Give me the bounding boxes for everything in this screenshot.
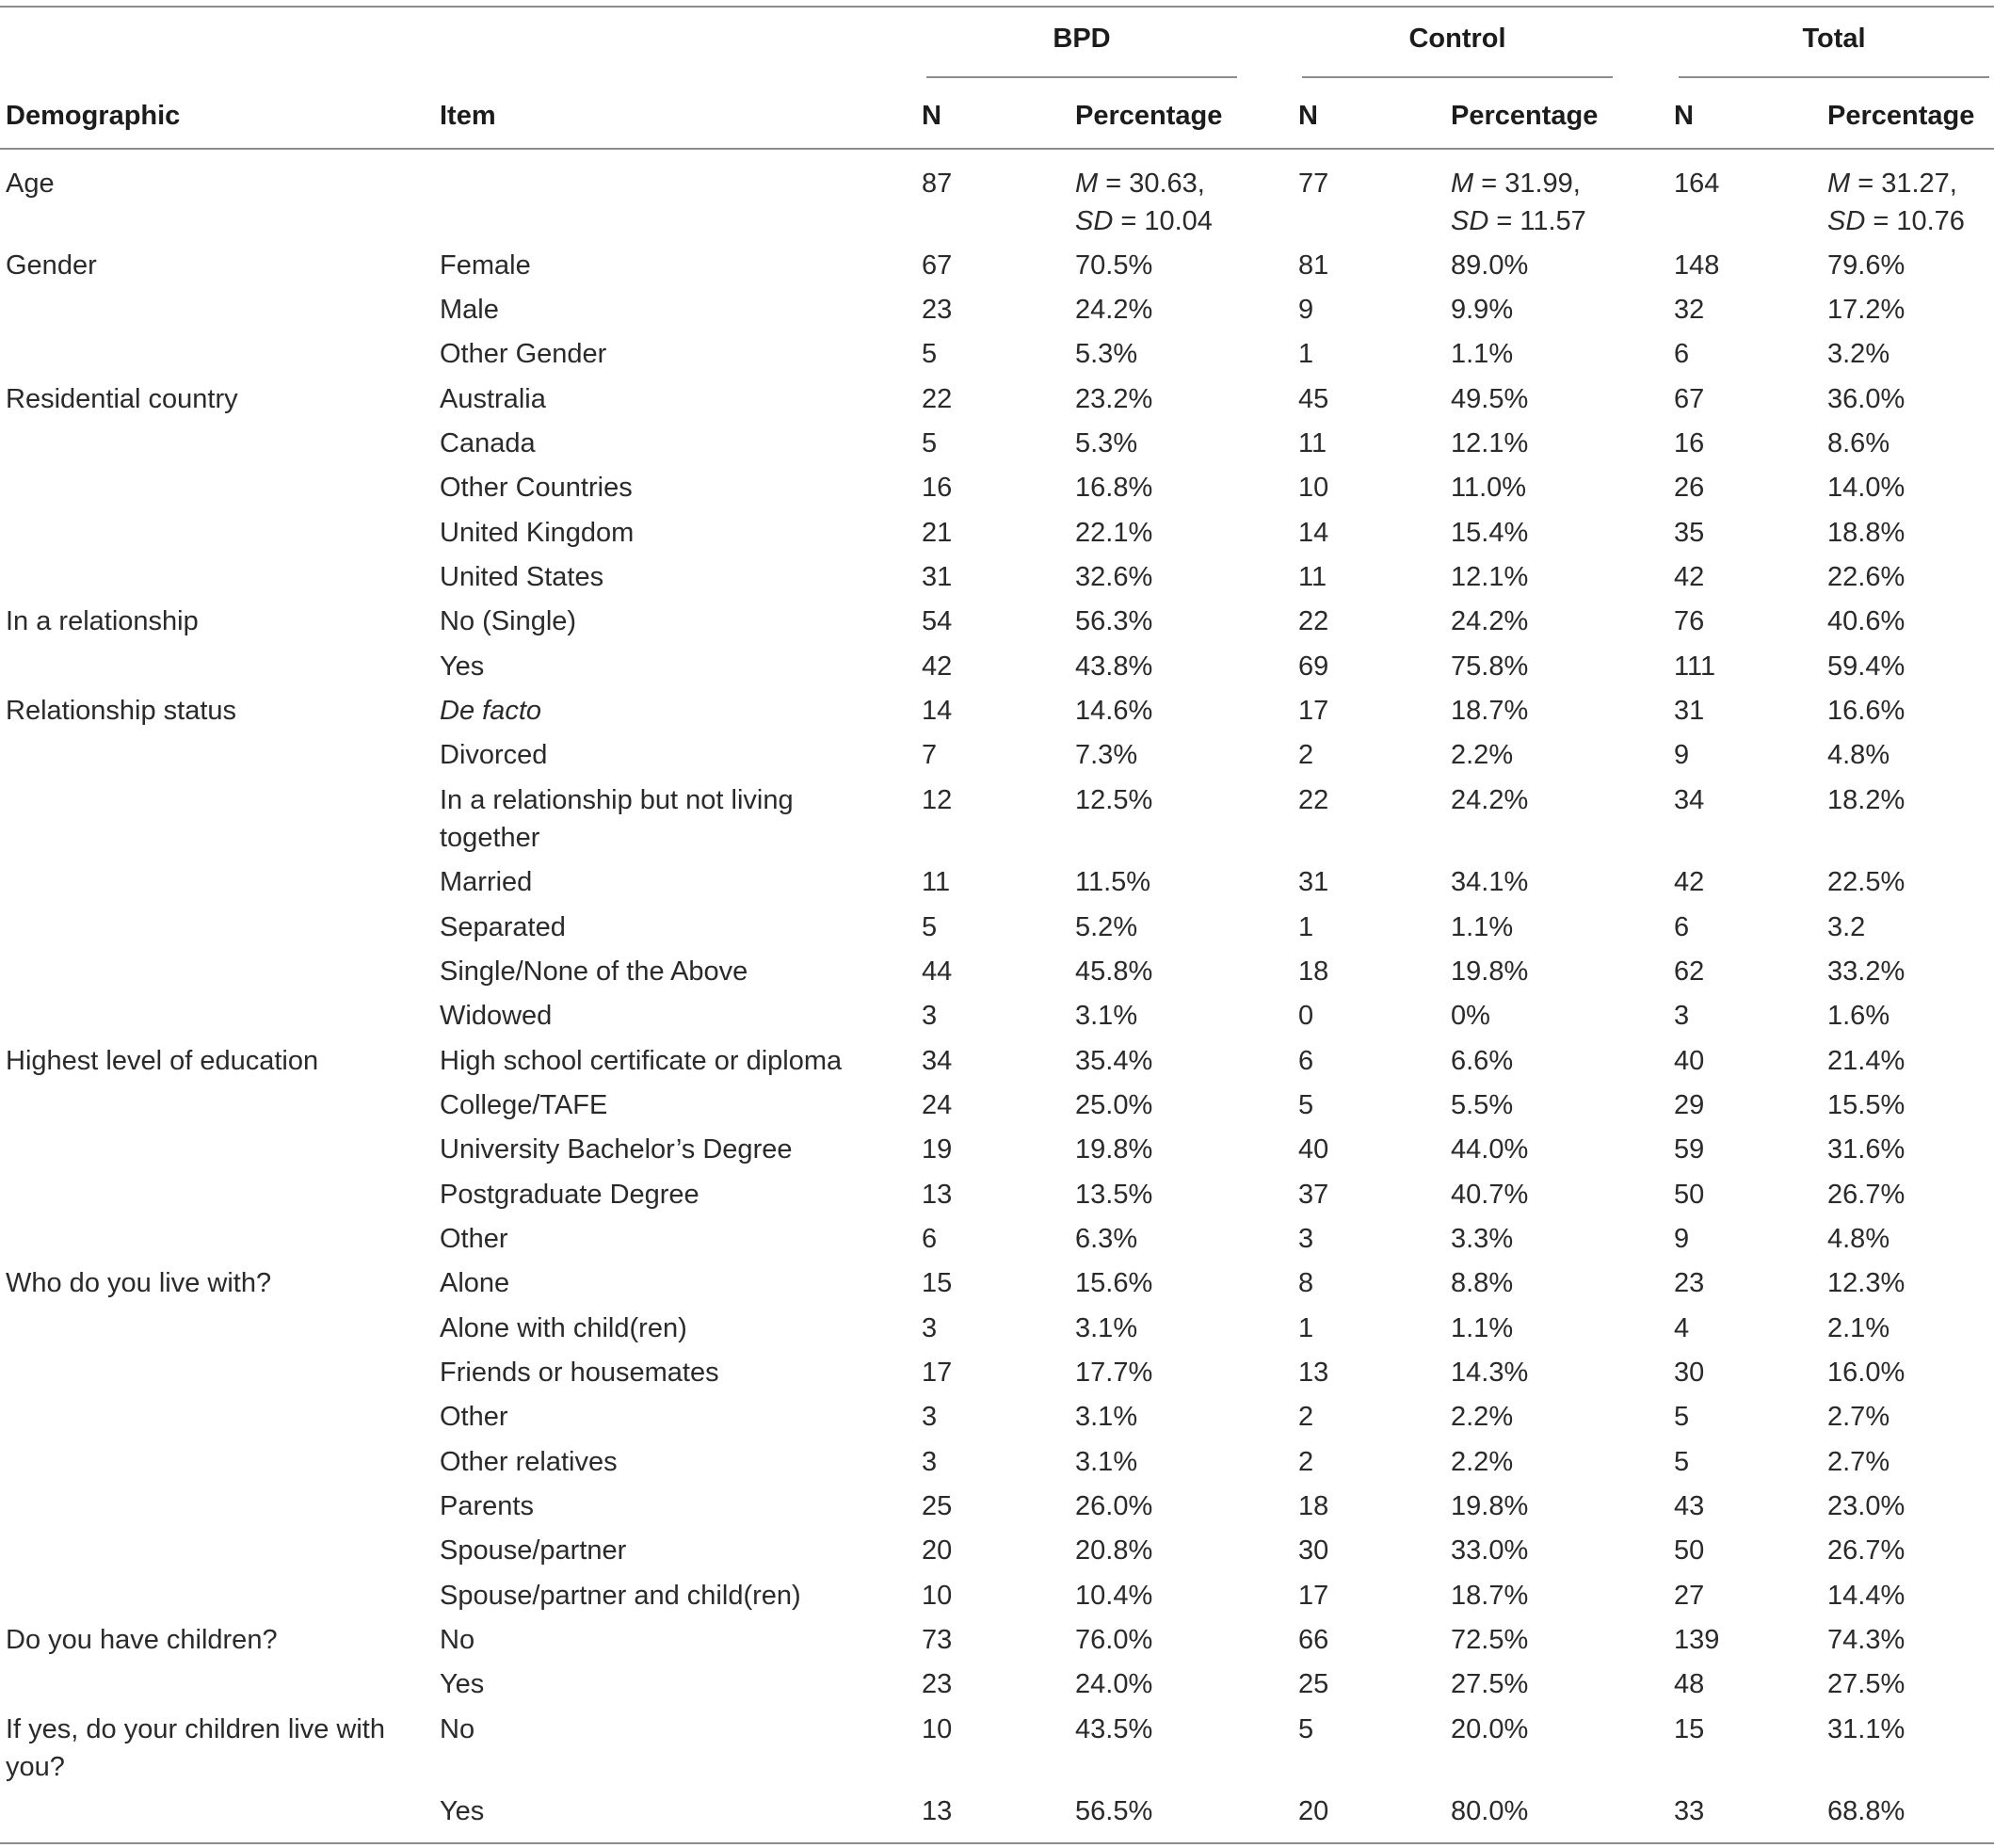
total-percentage-value: 2.1% <box>1827 1313 1890 1343</box>
bpd-n-value: 73 <box>922 1625 953 1655</box>
total-percentage-value: 4.8% <box>1827 740 1890 770</box>
item-label: Other Countries <box>440 473 633 503</box>
control-percentage-value: 18.7% <box>1451 1581 1529 1611</box>
total-n-value: 111 <box>1674 651 1716 682</box>
bpd-n-value: 12 <box>922 785 953 815</box>
total-n-value: 32 <box>1674 295 1705 325</box>
bpd-n-value: 5 <box>922 428 938 458</box>
table-top-rule <box>0 6 1994 8</box>
control-percentage-value: 40.7% <box>1451 1180 1529 1210</box>
control-n-value: 13 <box>1298 1358 1329 1388</box>
bpd-n-value: 42 <box>922 651 953 682</box>
demographic-label: Gender <box>6 250 97 281</box>
group-rule-total <box>1679 76 1989 78</box>
bpd-percentage-value: 5.3% <box>1075 428 1138 458</box>
bpd-n-value: 24 <box>922 1090 953 1120</box>
item-label: Divorced <box>440 740 548 770</box>
control-percentage-value: 19.8% <box>1451 956 1529 987</box>
control-n-value: 81 <box>1298 250 1329 281</box>
total-percentage-value: 59.4% <box>1827 651 1906 682</box>
item-label: Other Gender <box>440 339 607 369</box>
total-n-value: 43 <box>1674 1491 1705 1521</box>
bpd-n-value: 7 <box>922 740 938 770</box>
total-percentage-value: 18.8% <box>1827 518 1906 548</box>
bpd-percentage-value: 24.0% <box>1075 1669 1153 1699</box>
bpd-n-value: 23 <box>922 295 953 325</box>
sd-value: 11.57 <box>1520 206 1586 236</box>
total-percentage-value: 33.2% <box>1827 956 1906 987</box>
control-percentage-value: 20.0% <box>1451 1714 1529 1744</box>
bpd-n-value: 3 <box>922 1402 938 1432</box>
item-label: United States <box>440 562 604 592</box>
demographic-label: If yes, do your children live with you? <box>6 1714 385 1782</box>
control-n-value: 5 <box>1298 1714 1314 1744</box>
bpd-n-value: 5 <box>922 339 938 369</box>
control-n-value: 1 <box>1298 339 1314 369</box>
item-label: Yes <box>440 1669 485 1699</box>
bpd-percentage-value: 23.2% <box>1075 384 1153 414</box>
bpd-age-stats-mean <box>1075 165 1213 202</box>
bpd-n-value: 20 <box>922 1535 953 1566</box>
control-percentage-value: 24.2% <box>1451 785 1529 815</box>
bpd-percentage-value: 3.1% <box>1075 1402 1138 1432</box>
total-age-stats-sd <box>1827 202 1965 240</box>
control-n-value: 20 <box>1298 1796 1329 1826</box>
item-label: Postgraduate Degree <box>440 1180 700 1210</box>
item-label: Widowed <box>440 1001 553 1031</box>
total-n-value: 26 <box>1674 473 1705 503</box>
control-n-value: 30 <box>1298 1535 1329 1566</box>
total-n-value: 139 <box>1674 1625 1720 1655</box>
total-n-value: 33 <box>1674 1796 1705 1826</box>
total-percentage-value: 31.1% <box>1827 1714 1906 1744</box>
equals-sign: = <box>1098 169 1130 199</box>
bpd-percentage-value: 25.0% <box>1075 1090 1153 1120</box>
control-percentage-value: 89.0% <box>1451 250 1529 281</box>
bpd-n-value: 3 <box>922 1001 938 1031</box>
total-percentage-value: 16.0% <box>1827 1358 1906 1388</box>
mean-value: 31.99, <box>1504 169 1581 199</box>
bpd-n-value: 31 <box>922 562 953 592</box>
bpd-percentage-value: 26.0% <box>1075 1491 1153 1521</box>
total-percentage-value: 3.2 <box>1827 912 1866 942</box>
control-n-value: 18 <box>1298 1491 1329 1521</box>
total-age-stats <box>1827 165 1965 240</box>
total-n-value: 76 <box>1674 606 1705 636</box>
total-percentage-value: 23.0% <box>1827 1491 1906 1521</box>
total-percentage-value: 2.7% <box>1827 1402 1890 1432</box>
control-n-value: 40 <box>1298 1134 1329 1165</box>
bpd-n-value: 44 <box>922 956 953 987</box>
sd-symbol: SD <box>1451 206 1489 236</box>
item-label: Yes <box>440 651 485 682</box>
equals-sign: = <box>1473 169 1505 199</box>
bpd-percentage-value: 70.5% <box>1075 250 1153 281</box>
control-percentage-value: 9.9% <box>1451 295 1514 325</box>
group-header-total: Total <box>1802 24 1866 54</box>
item-label: In a relationship but not living together <box>440 785 794 853</box>
demographic-label: Age <box>6 169 55 199</box>
control-n-value: 22 <box>1298 606 1329 636</box>
control-percentage-value: 2.2% <box>1451 740 1514 770</box>
bpd-n-value: 54 <box>922 606 953 636</box>
control-n-value: 66 <box>1298 1625 1329 1655</box>
total-n-value: 42 <box>1674 562 1705 592</box>
total-percentage-value: 22.5% <box>1827 867 1906 897</box>
total-n-value: 50 <box>1674 1535 1705 1566</box>
demographic-label: Do you have children? <box>6 1625 278 1655</box>
item-label: Canada <box>440 428 536 458</box>
total-n-value: 5 <box>1674 1447 1690 1477</box>
total-n-value: 50 <box>1674 1180 1705 1210</box>
bpd-percentage-value: 10.4% <box>1075 1581 1153 1611</box>
control-n-value: 6 <box>1298 1046 1314 1076</box>
control-n-value: 18 <box>1298 956 1329 987</box>
total-n-value: 59 <box>1674 1134 1705 1165</box>
bpd-n-value: 87 <box>922 169 953 199</box>
control-age-stats <box>1451 165 1586 240</box>
control-percentage-value: 1.1% <box>1451 1313 1514 1343</box>
item-label: United Kingdom <box>440 518 635 548</box>
total-n-value: 148 <box>1674 250 1720 281</box>
control-n-value: 10 <box>1298 473 1329 503</box>
control-percentage-value: 1.1% <box>1451 912 1514 942</box>
total-n-value: 3 <box>1674 1001 1690 1031</box>
bpd-percentage-value: 6.3% <box>1075 1224 1138 1254</box>
total-percentage-value: 1.6% <box>1827 1001 1890 1031</box>
total-n-value: 9 <box>1674 1224 1690 1254</box>
control-n-value: 2 <box>1298 1447 1314 1477</box>
item-label: Alone <box>440 1268 510 1298</box>
equals-sign: = <box>1850 169 1882 199</box>
total-n-value: 40 <box>1674 1046 1705 1076</box>
control-n-value: 1 <box>1298 912 1314 942</box>
control-percentage-value: 1.1% <box>1451 339 1514 369</box>
equals-sign: = <box>1865 206 1897 236</box>
item-label: Friends or housemates <box>440 1358 719 1388</box>
bpd-percentage-value: 7.3% <box>1075 740 1138 770</box>
demographic-label: Who do you live with? <box>6 1268 272 1298</box>
total-percentage-value: 2.7% <box>1827 1447 1890 1477</box>
item-label: Other <box>440 1402 508 1432</box>
bpd-n-value: 13 <box>922 1796 953 1826</box>
control-percentage-value: 12.1% <box>1451 562 1529 592</box>
total-n-value: 48 <box>1674 1669 1705 1699</box>
bpd-percentage-value: 17.7% <box>1075 1358 1153 1388</box>
bpd-percentage-value: 5.2% <box>1075 912 1138 942</box>
item-label: Male <box>440 295 499 325</box>
control-percentage-value: 2.2% <box>1451 1402 1514 1432</box>
bpd-percentage-value: 12.5% <box>1075 785 1153 815</box>
item-label: Alone with child(ren) <box>440 1313 687 1343</box>
control-n-value: 77 <box>1298 169 1329 199</box>
mean-value: 30.63, <box>1129 169 1205 199</box>
bpd-n-value: 25 <box>922 1491 953 1521</box>
total-percentage-value: 74.3% <box>1827 1625 1906 1655</box>
total-n-value: 9 <box>1674 740 1690 770</box>
bpd-n-value: 11 <box>922 867 951 897</box>
bpd-n-value: 22 <box>922 384 953 414</box>
item-label: High school certificate or diploma <box>440 1046 843 1076</box>
control-percentage-value: 12.1% <box>1451 428 1529 458</box>
bpd-percentage-value: 3.1% <box>1075 1001 1138 1031</box>
col-header-control-percentage: Percentage <box>1451 101 1599 131</box>
col-header-bpd-n: N <box>922 101 941 131</box>
demographic-label: Relationship status <box>6 696 237 726</box>
control-n-value: 37 <box>1298 1180 1329 1210</box>
total-percentage-value: 40.6% <box>1827 606 1906 636</box>
total-n-value: 42 <box>1674 867 1705 897</box>
total-percentage-value: 18.2% <box>1827 785 1906 815</box>
control-percentage-value: 15.4% <box>1451 518 1529 548</box>
equals-sign: = <box>1113 206 1145 236</box>
item-label: University Bachelor’s Degree <box>440 1134 793 1165</box>
item-label: Yes <box>440 1796 485 1826</box>
total-n-value: 62 <box>1674 956 1705 987</box>
bpd-percentage-value: 45.8% <box>1075 956 1153 987</box>
bpd-percentage-value: 56.3% <box>1075 606 1153 636</box>
mean-symbol: M <box>1075 169 1099 199</box>
bpd-n-value: 13 <box>922 1180 953 1210</box>
control-n-value: 31 <box>1298 867 1329 897</box>
sd-symbol: SD <box>1827 206 1866 236</box>
bpd-percentage-value: 20.8% <box>1075 1535 1153 1566</box>
bpd-percentage-value: 16.8% <box>1075 473 1153 503</box>
total-percentage-value: 14.0% <box>1827 473 1906 503</box>
control-percentage-value: 19.8% <box>1451 1491 1529 1521</box>
total-percentage-value: 22.6% <box>1827 562 1906 592</box>
item-label: No <box>440 1714 475 1744</box>
bpd-age-stats <box>1075 165 1213 240</box>
total-percentage-value: 8.6% <box>1827 428 1890 458</box>
mean-value: 31.27, <box>1881 169 1957 199</box>
total-percentage-value: 17.2% <box>1827 295 1906 325</box>
total-n-value: 29 <box>1674 1090 1705 1120</box>
total-percentage-value: 26.7% <box>1827 1180 1906 1210</box>
item-label: Single/None of the Above <box>440 956 748 987</box>
control-percentage-value: 49.5% <box>1451 384 1529 414</box>
item-label: Separated <box>440 912 566 942</box>
item-label: Spouse/partner and child(ren) <box>440 1581 801 1611</box>
bpd-n-value: 16 <box>922 473 953 503</box>
bpd-n-value: 19 <box>922 1134 953 1165</box>
item-label: Other <box>440 1224 508 1254</box>
demographic-label: Residential country <box>6 384 238 414</box>
total-n-value: 30 <box>1674 1358 1705 1388</box>
control-percentage-value: 33.0% <box>1451 1535 1529 1566</box>
mean-symbol: M <box>1827 169 1851 199</box>
group-header-control: Control <box>1408 24 1506 54</box>
col-header-bpd-percentage: Percentage <box>1075 101 1223 131</box>
total-percentage-value: 4.8% <box>1827 1224 1890 1254</box>
bpd-n-value: 3 <box>922 1313 938 1343</box>
sd-value: 10.76 <box>1896 206 1965 236</box>
control-percentage-value: 27.5% <box>1451 1669 1529 1699</box>
bpd-n-value: 67 <box>922 250 953 281</box>
control-n-value: 0 <box>1298 1001 1314 1031</box>
total-percentage-value: 3.2% <box>1827 339 1890 369</box>
total-percentage-value: 15.5% <box>1827 1090 1906 1120</box>
bpd-n-value: 34 <box>922 1046 953 1076</box>
control-n-value: 14 <box>1298 518 1329 548</box>
bpd-n-value: 17 <box>922 1358 953 1388</box>
mean-symbol: M <box>1451 169 1474 199</box>
group-rule-bpd <box>926 76 1237 78</box>
total-percentage-value: 16.6% <box>1827 696 1906 726</box>
equals-sign: = <box>1488 206 1520 236</box>
bpd-percentage-value: 35.4% <box>1075 1046 1153 1076</box>
total-n-value: 23 <box>1674 1268 1705 1298</box>
bpd-n-value: 10 <box>922 1581 953 1611</box>
total-percentage-value: 36.0% <box>1827 384 1906 414</box>
col-header-total-n: N <box>1674 101 1694 131</box>
header-bottom-rule <box>0 148 1994 150</box>
control-n-value: 45 <box>1298 384 1329 414</box>
item-label: De facto <box>440 696 541 726</box>
total-percentage-value: 27.5% <box>1827 1669 1906 1699</box>
control-percentage-value: 75.8% <box>1451 651 1529 682</box>
bpd-percentage-value: 5.3% <box>1075 339 1138 369</box>
item-label: Married <box>440 867 533 897</box>
bpd-n-value: 14 <box>922 696 953 726</box>
total-n-value: 35 <box>1674 518 1705 548</box>
bpd-n-value: 6 <box>922 1224 938 1254</box>
total-n-value: 67 <box>1674 384 1705 414</box>
total-n-value: 6 <box>1674 912 1690 942</box>
control-n-value: 2 <box>1298 1402 1314 1432</box>
bpd-percentage-value: 19.8% <box>1075 1134 1153 1165</box>
control-percentage-value: 3.3% <box>1451 1224 1514 1254</box>
bpd-percentage-value: 43.5% <box>1075 1714 1153 1744</box>
total-n-value: 27 <box>1674 1581 1705 1611</box>
sd-symbol: SD <box>1075 206 1114 236</box>
total-n-value: 31 <box>1674 696 1705 726</box>
control-percentage-value: 6.6% <box>1451 1046 1514 1076</box>
bpd-n-value: 21 <box>922 518 953 548</box>
control-percentage-value: 18.7% <box>1451 696 1529 726</box>
bpd-percentage-value: 76.0% <box>1075 1625 1153 1655</box>
total-percentage-value: 12.3% <box>1827 1268 1906 1298</box>
total-n-value: 15 <box>1674 1714 1705 1744</box>
group-header-bpd: BPD <box>1053 24 1111 54</box>
control-n-value: 11 <box>1298 428 1327 458</box>
control-percentage-value: 72.5% <box>1451 1625 1529 1655</box>
bpd-age-stats-sd <box>1075 202 1213 240</box>
control-percentage-value: 8.8% <box>1451 1268 1514 1298</box>
col-header-control-n: N <box>1298 101 1318 131</box>
bpd-n-value: 23 <box>922 1669 953 1699</box>
demographic-label: Highest level of education <box>6 1046 319 1076</box>
control-n-value: 11 <box>1298 562 1327 592</box>
item-label: College/TAFE <box>440 1090 608 1120</box>
item-label: Other relatives <box>440 1447 618 1477</box>
bpd-percentage-value: 13.5% <box>1075 1180 1153 1210</box>
bpd-percentage-value: 56.5% <box>1075 1796 1153 1826</box>
total-percentage-value: 79.6% <box>1827 250 1906 281</box>
item-label: Female <box>440 250 531 281</box>
total-percentage-value: 26.7% <box>1827 1535 1906 1566</box>
control-percentage-value: 0% <box>1451 1001 1490 1031</box>
bpd-percentage-value: 14.6% <box>1075 696 1153 726</box>
control-percentage-value: 2.2% <box>1451 1447 1514 1477</box>
total-n-value: 6 <box>1674 339 1690 369</box>
control-n-value: 3 <box>1298 1224 1314 1254</box>
sd-value: 10.04 <box>1144 206 1213 236</box>
total-age-stats-mean <box>1827 165 1965 202</box>
control-n-value: 9 <box>1298 295 1314 325</box>
total-n-value: 16 <box>1674 428 1705 458</box>
bpd-n-value: 3 <box>922 1447 938 1477</box>
control-n-value: 69 <box>1298 651 1329 682</box>
control-n-value: 22 <box>1298 785 1329 815</box>
control-age-stats-mean <box>1451 165 1586 202</box>
col-header-demographic: Demographic <box>6 101 181 131</box>
bpd-n-value: 5 <box>922 912 938 942</box>
col-header-total-percentage: Percentage <box>1827 101 1975 131</box>
total-n-value: 4 <box>1674 1313 1690 1343</box>
total-percentage-value: 14.4% <box>1827 1581 1906 1611</box>
table-bottom-rule <box>0 1842 1994 1844</box>
control-n-value: 1 <box>1298 1313 1314 1343</box>
total-percentage-value: 68.8% <box>1827 1796 1906 1826</box>
bpd-percentage-value: 43.8% <box>1075 651 1153 682</box>
bpd-percentage-value: 15.6% <box>1075 1268 1153 1298</box>
control-percentage-value: 24.2% <box>1451 606 1529 636</box>
item-label: No <box>440 1625 475 1655</box>
demographic-label: In a relationship <box>6 606 199 636</box>
item-label: No (Single) <box>440 606 577 636</box>
group-rule-control <box>1302 76 1613 78</box>
bpd-n-value: 10 <box>922 1714 953 1744</box>
total-percentage-value: 31.6% <box>1827 1134 1906 1165</box>
bpd-n-value: 15 <box>922 1268 953 1298</box>
total-n-value: 34 <box>1674 785 1705 815</box>
control-percentage-value: 11.0% <box>1451 473 1527 503</box>
control-percentage-value: 5.5% <box>1451 1090 1514 1120</box>
control-n-value: 17 <box>1298 696 1329 726</box>
control-n-value: 25 <box>1298 1669 1329 1699</box>
bpd-percentage-value: 11.5% <box>1075 867 1151 897</box>
total-n-value: 5 <box>1674 1402 1690 1432</box>
control-percentage-value: 14.3% <box>1451 1358 1529 1388</box>
bpd-percentage-value: 32.6% <box>1075 562 1153 592</box>
control-n-value: 8 <box>1298 1268 1314 1298</box>
control-n-value: 17 <box>1298 1581 1329 1611</box>
total-n-value: 164 <box>1674 169 1720 199</box>
item-label: Spouse/partner <box>440 1535 627 1566</box>
control-n-value: 2 <box>1298 740 1314 770</box>
control-n-value: 5 <box>1298 1090 1314 1120</box>
col-header-item: Item <box>440 101 496 131</box>
item-label: Parents <box>440 1491 534 1521</box>
bpd-percentage-value: 3.1% <box>1075 1447 1138 1477</box>
bpd-percentage-value: 3.1% <box>1075 1313 1138 1343</box>
bpd-percentage-value: 22.1% <box>1075 518 1153 548</box>
control-age-stats-sd <box>1451 202 1586 240</box>
bpd-percentage-value: 24.2% <box>1075 295 1153 325</box>
control-percentage-value: 44.0% <box>1451 1134 1529 1165</box>
control-percentage-value: 34.1% <box>1451 867 1529 897</box>
control-percentage-value: 80.0% <box>1451 1796 1529 1826</box>
total-percentage-value: 21.4% <box>1827 1046 1906 1076</box>
item-label: Australia <box>440 384 546 414</box>
